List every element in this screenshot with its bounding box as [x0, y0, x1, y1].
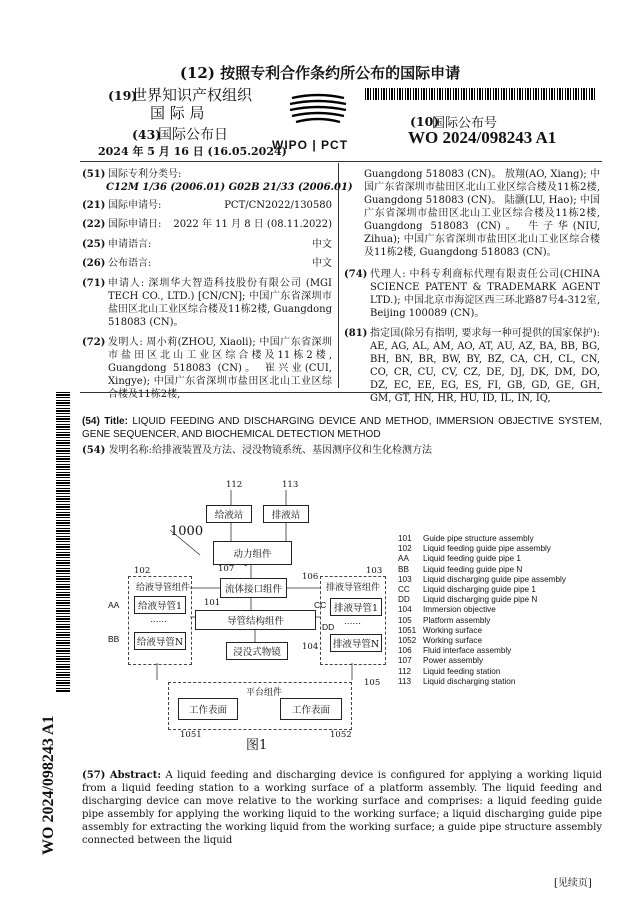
legend-row — [398, 554, 566, 564]
org-code: (19) — [108, 88, 138, 103]
header-rule — [80, 161, 602, 162]
legend-row — [398, 544, 566, 554]
field-22: (22) 国际申请日: 2022 年 11 月 8 日 (08.11.2022) — [82, 219, 332, 230]
legend-code: 105 — [398, 615, 412, 625]
guide-struct-box: 导管结构组件 — [195, 610, 316, 630]
wipo-globe-icon — [282, 90, 354, 140]
ref-1000: 1000 — [170, 524, 204, 539]
label-aa: AA — [108, 600, 120, 610]
feed-assembly-label: 给液导管组件 — [136, 583, 191, 593]
ref-101: 101 — [204, 598, 221, 608]
legend-code: CC — [398, 585, 410, 595]
legend-row — [398, 616, 566, 626]
side-pub-number: WO 2024/098243 A1 — [40, 715, 57, 855]
legend-row — [398, 605, 566, 615]
field-25: (25) 申请语言: 中文 — [82, 239, 332, 250]
legend-code: 104 — [398, 605, 412, 615]
abstract: (57) Abstract: A liquid feeding and discharging device is configured for applying a working liquid from a liquid feeding station to a working surface of a platform assembly. The liquid feeding and discharging device can move relative to the working surface and comprises: a liquid feeding guide pipe assembly for applying the working liquid to the working surface; a liquid discharging guide pipe assembly for extracting the working liquid from the working surface; a guide pipe structure assembly connected between the liquid — [82, 770, 602, 846]
field-71: (71) 申请人: 深圳华大智造科技股份有限公司 (MGI TECH CO., LTD.) [CN/CN]; 中国广东省深圳市盐田区北山工业区综合楼及11栋2楼, Guangdong 518083 (CN)。 — [82, 278, 332, 328]
dis-pipe1-box: 排液导管1 — [330, 598, 382, 616]
fluid-interface-box: 流体接口组件 — [220, 578, 287, 598]
legend-text: Liquid discharging guide pipe assembly — [423, 574, 566, 584]
power-box: 动力组件 — [213, 541, 292, 565]
ref-1052: 1052 — [330, 730, 352, 740]
legend-text: Power assembly — [423, 656, 484, 666]
pub-date-label: 国际公布日 — [158, 127, 228, 143]
figure-caption: 图1 — [246, 738, 268, 753]
side-barcode — [56, 392, 70, 692]
legend-text: Liquid discharging guide pipe N — [423, 595, 538, 605]
feed-pipeN-box: 给液导管N — [134, 632, 186, 650]
ref-112: 112 — [226, 480, 243, 490]
label-cc: CC — [314, 600, 327, 610]
legend-code: 1052 — [398, 636, 417, 646]
figure-legend — [398, 534, 566, 687]
continued-note: [见续页] — [554, 878, 592, 889]
legend-row — [398, 575, 566, 585]
legend-row — [398, 565, 566, 575]
title-zh: (54) 发明名称:给排液装置及方法、浸没物镜系统、基因测序仪和生化检测方法 — [82, 445, 432, 456]
field-81: (81) 指定国(除另有指明, 要求每一种可提供的国家保护): AE, AG, AL, AM, AO, AT, AU, AZ, BA, BB, BG, BH, BN, BR, BW, BY, BZ, CA, CH, CL, CN, CO, CR, CU, CV, CZ, DE, DJ, DK, DM, DO, DZ, EC, EE, EG, ES, FI, GB, GD, GE, GH, GM, GT, HN, HR, HU, ID, IL, IN, IQ, — [344, 328, 600, 404]
legend-code: AA — [398, 554, 409, 564]
legend-code: 112 — [398, 666, 412, 676]
field-51-value: C12M 1/36 (2006.01) G02B 21/33 (2006.01) — [106, 182, 353, 193]
legend-text: Fluid interface assembly — [423, 646, 512, 656]
legend-text: Guide pipe structure assembly — [423, 534, 534, 543]
objective-box: 浸没式物镜 — [226, 642, 288, 660]
dis-dots: …… — [344, 617, 361, 627]
legend-text: Liquid feeding station — [423, 666, 501, 676]
pub-date-code: (43) — [132, 127, 162, 142]
legend-row — [398, 667, 566, 677]
legend-text: Working surface — [423, 625, 483, 635]
legend-code: 101 — [398, 534, 412, 543]
platform-label: 平台组件 — [246, 688, 283, 698]
feed-assembly-frame — [128, 576, 192, 665]
discharge-assembly-frame — [320, 576, 386, 665]
org-name: 世界知识产权组织 — [132, 86, 253, 104]
field-72-cont: Guangdong 518083 (CN)。 敖翔(AO, Xiang); 中国广东省深圳市盐田区北山工业区综合楼及11栋2楼, Guangdong 518083 (CN)。 陆灏(LU, Hao); 中国广东省深圳市盐田区北山工业区综合楼及11栋2楼, Guangdong 518083 (CN)。 牛子华(NIU, Zihua); 中国广东省深圳市盐田区北山工业区综合楼及11栋2楼, Guangdong 518083 (CN)。 — [364, 169, 600, 258]
top-barcode — [365, 88, 595, 100]
legend-text: Liquid feeding guide pipe assembly — [423, 544, 551, 554]
document-title: (12) 按照专利合作条约所公布的国际申请 — [179, 64, 461, 82]
discharge-station-box: 排液站 — [263, 505, 309, 523]
field-72: (72) 发明人: 周小莉(ZHOU, Xiaoli); 中国广东省深圳市盐田区北山工业区综合楼及11栋2楼, Guangdong 518083 (CN)。 崔兴业(CUI, Xingye); 中国广东省深圳市盐田区北山工业区综合楼及11栋2楼, — [82, 337, 332, 400]
ws2-box: 工作表面 — [280, 698, 342, 720]
feed-station-box: 给液站 — [206, 505, 252, 523]
legend-text: Liquid feeding guide pipe N — [423, 564, 523, 574]
legend-text: Liquid feeding guide pipe 1 — [423, 554, 521, 564]
legend-text: Liquid discharging guide pipe 1 — [423, 585, 536, 595]
field-74: (74) 代理人: 中科专利商标代理有限责任公司(CHINA SCIENCE PATENT & TRADEMARK AGENT LTD.); 中国北京市海淀区西三环北路87号4-312室, Beijing 100089 (CN)。 — [344, 269, 600, 319]
ref-1051: 1051 — [180, 730, 202, 740]
legend-code: 107 — [398, 656, 412, 666]
pub-number: WO 2024/098243 A1 — [408, 128, 557, 147]
legend-code: BB — [398, 564, 409, 574]
ref-105: 105 — [364, 678, 381, 688]
label-dd: DD — [322, 622, 335, 632]
field-26: (26) 公布语言: 中文 — [82, 258, 332, 269]
dis-pipeN-box: 排液导管N — [330, 634, 382, 652]
legend-row — [398, 677, 566, 687]
pub-no-label: 国际公布号 — [432, 116, 498, 131]
wipo-pct-text: WIPO | PCT — [272, 138, 349, 152]
feed-pipe1-box: 给液导管1 — [134, 596, 186, 614]
label-bb: BB — [108, 634, 120, 644]
ref-103: 103 — [366, 566, 383, 576]
legend-code: DD — [398, 595, 410, 605]
platform-frame — [168, 682, 352, 730]
discharge-assembly-label: 排液导管组件 — [326, 583, 381, 593]
legend-code: 103 — [398, 574, 412, 584]
org-bureau: 国 际 局 — [150, 104, 205, 122]
ref-113: 113 — [282, 480, 299, 490]
title-en: (54) Title: LIQUID FEEDING AND DISCHARGING DEVICE AND METHOD, IMMERSION OBJECTIVE SYSTEM, GENE SEQUENCER, AND BIOCHEMICAL DETECTION METHOD — [82, 416, 602, 440]
field-21: (21) 国际申请号: PCT/CN2022/130580 — [82, 200, 332, 211]
legend-code: 113 — [398, 676, 412, 686]
legend-code: 106 — [398, 646, 412, 656]
legend-text: Working surface — [423, 636, 483, 646]
title-rule — [80, 392, 602, 393]
legend-row — [398, 636, 566, 646]
legend-text: Liquid discharging station — [423, 676, 516, 686]
feed-dots: …… — [150, 615, 167, 625]
ws1-box: 工作表面 — [178, 698, 238, 720]
legend-code: 102 — [398, 544, 412, 554]
ref-104: 104 — [302, 642, 319, 652]
legend-text: Immersion objective — [423, 605, 496, 615]
legend-text: Platform assembly — [423, 615, 491, 625]
ref-102: 102 — [134, 566, 151, 576]
legend-row — [398, 534, 566, 544]
legend-row — [398, 646, 566, 656]
column-divider — [338, 163, 339, 388]
legend-code: 1051 — [398, 625, 417, 635]
legend-row — [398, 585, 566, 595]
field-51: (51) 国际专利分类号: — [82, 169, 182, 180]
legend-row — [398, 626, 566, 636]
ref-107: 107 — [218, 564, 235, 574]
ref-106: 106 — [302, 572, 319, 582]
legend-row — [398, 656, 566, 666]
pub-no-code: (10) — [410, 114, 440, 129]
wipo-logo — [282, 90, 354, 140]
pub-date: 2024 年 5 月 16 日 (16.05.2024) — [98, 145, 287, 158]
legend-row — [398, 595, 566, 605]
